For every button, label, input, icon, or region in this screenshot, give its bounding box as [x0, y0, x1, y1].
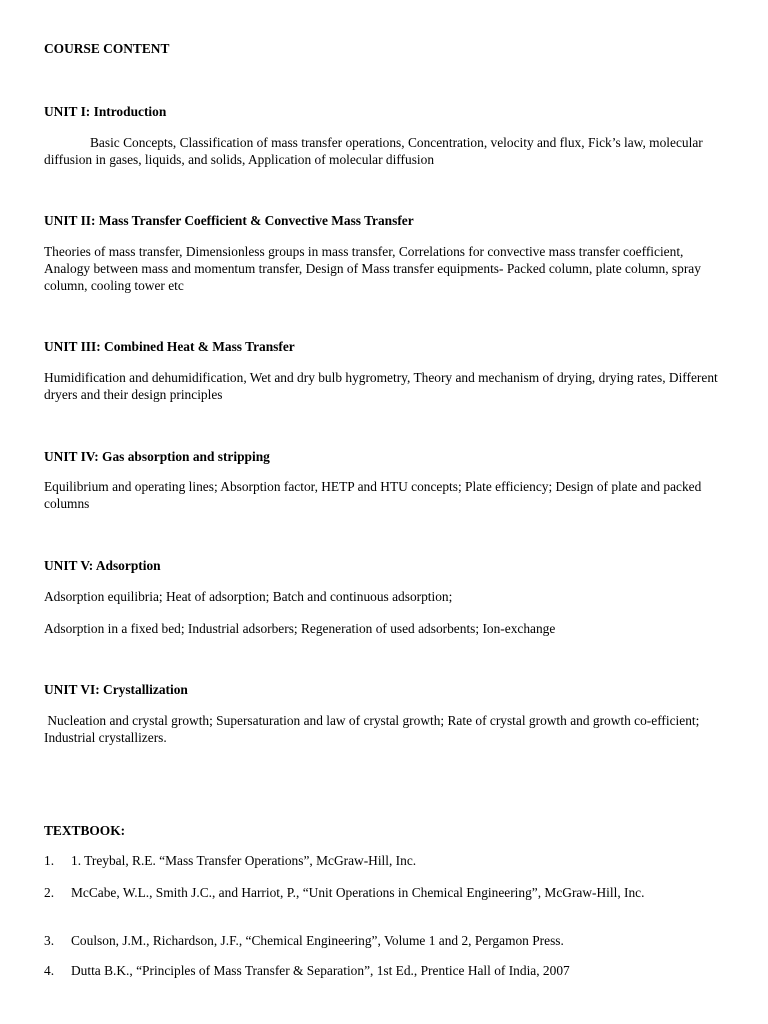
textbook-item-text: McCabe, W.L., Smith J.C., and Harriot, P., “Unit Operations in Chemical Engineering”, McGraw-Hill, Inc. [71, 885, 645, 900]
textbook-item [44, 852, 730, 869]
textbook-item [44, 932, 730, 949]
unit-3-heading: UNIT III: Combined Heat & Mass Transfer [44, 339, 295, 354]
page-title: COURSE CONTENT [44, 41, 170, 56]
textbook-item-number: 2. [44, 885, 55, 900]
unit-3-text: Humidification and dehumidification, Wet and dry bulb hygrometry, Theory and mechanism of drying, drying rates, Different dryers and their design principles [44, 370, 718, 402]
unit-2-text: Theories of mass transfer, Dimensionless groups in mass transfer, Correlations for convective mass transfer coefficient, Analogy between mass and momentum transfer, Design of Mass transfer equipments- Packed column, plate column, spray column, cooling tower etc [44, 244, 701, 293]
unit-5-text-2: Adsorption in a fixed bed; Industrial adsorbers; Regeneration of used adsorbents; Ion-exchange [44, 621, 556, 636]
textbook-item-text: Coulson, J.M., Richardson, J.F., “Chemical Engineering”, Volume 1 and 2, Pergamon Press. [71, 933, 564, 948]
textbook-item-number: 4. [44, 963, 55, 978]
unit-1-text: Basic Concepts, Classification of mass transfer operations, Concentration, velocity and flux, Fick’s law, molecular diffusion in gases, liquids, and solids, Application of molecular diffusion [44, 135, 703, 167]
textbook-item [44, 962, 730, 979]
unit-6-heading: UNIT VI: Crystallization [44, 682, 188, 697]
unit-2-heading: UNIT II: Mass Transfer Coefficient & Convective Mass Transfer [44, 213, 414, 228]
unit-4-text: Equilibrium and operating lines; Absorption factor, HETP and HTU concepts; Plate efficiency; Design of plate and packed columns [44, 479, 702, 511]
unit-6-text: Nucleation and crystal growth; Supersaturation and law of crystal growth; Rate of crystal growth and growth co-efficient; Industrial crystallizers. [44, 713, 703, 745]
unit-1-heading: UNIT I: Introduction [44, 104, 167, 119]
textbook-item-text: Dutta B.K., “Principles of Mass Transfer & Separation”, 1st Ed., Prentice Hall of India, 2007 [71, 963, 570, 978]
unit-5-heading: UNIT V: Adsorption [44, 558, 161, 573]
unit-5-text-1: Adsorption equilibria; Heat of adsorption; Batch and continuous adsorption; [44, 589, 453, 604]
unit-4-heading: UNIT IV: Gas absorption and stripping [44, 449, 270, 464]
textbook-item-text: 1. Treybal, R.E. “Mass Transfer Operations”, McGraw-Hill, Inc. [71, 853, 417, 868]
textbook-item-number: 3. [44, 933, 55, 948]
textbook-item-number: 1. [44, 853, 55, 868]
textbook-heading: TEXTBOOK: [44, 823, 126, 838]
textbook-item [44, 884, 730, 901]
